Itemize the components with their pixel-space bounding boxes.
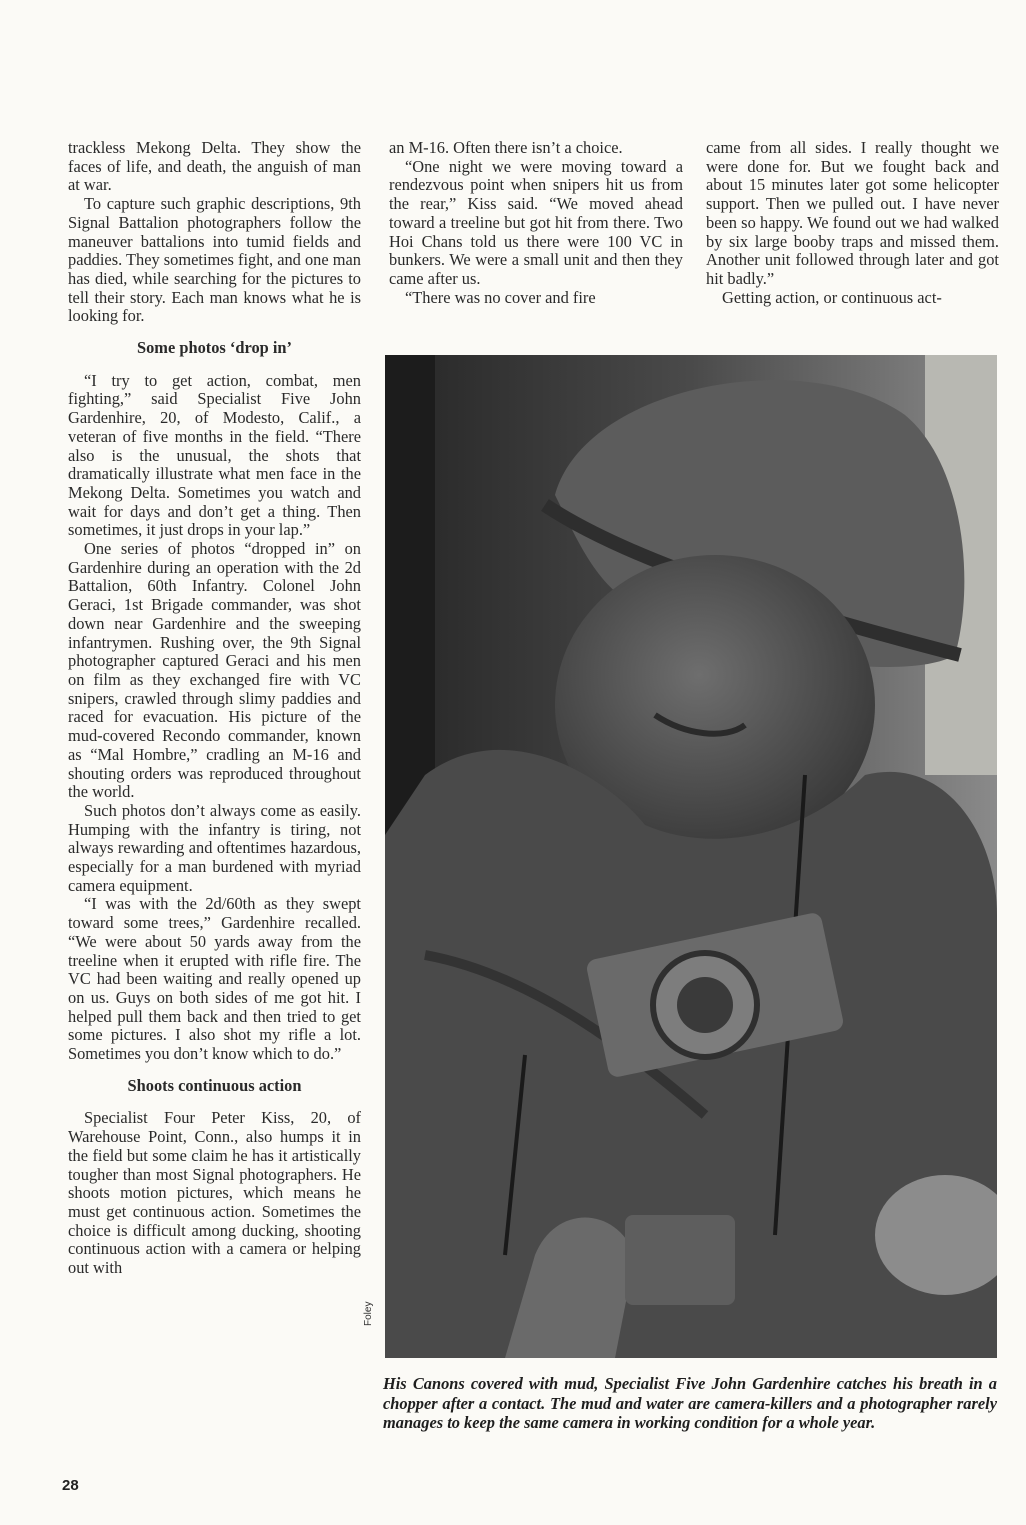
article-column-2 [389,139,683,307]
article-column-3 [706,139,999,307]
paragraph: trackless Mekong Delta. They show the faces of life, and death, the anguish of man at war. [68,138,361,195]
section-subheading: Some photos ‘drop in’ [137,338,292,358]
paragraph: Such photos don’t always come as easily. Humping with the infantry is tiring, not always rewarding and oftentimes hazardous, especially for a man burdened with myriad camera equipment. [68,800,361,895]
page-number: 28 [62,1477,79,1494]
paragraph: To capture such graphic descriptions, 9th Signal Battalion photographers follow the maneuver battalions into tumid fields and paddies. They sometimes fight, and one man has died, while searching for the pictures to tell their story. Each man knows what he is looking for. [68,194,361,326]
paragraph: an M-16. Often there isn’t a choice. [389,138,623,157]
section-subheading: Shoots continuous action [127,1075,302,1095]
paragraph: One series of photos “dropped in” on Gardenhire during an operation with the 2d Battalion, 60th Infantry. Colonel John Geraci, 1st Brigade commander, was shot down near Gardenhire and the sweeping infantrymen. Rushing over, the 9th Signal photographer captured Geraci and his men on film as they exchanged fire with VC snipers, crawled through slimy paddies and raced for evacuation. His picture of the mud-covered Recondo commander, known as “Mal Hombre,” cradling an M-16 and shouting orders was reproduced throughout the world. [68,539,361,802]
soldier-photograph [385,355,997,1358]
article-column-1 [68,139,361,1278]
paragraph: Getting action, or continuous act- [722,287,942,307]
paragraph: “I try to get action, combat, men fighting,” said Specialist Five John Gardenhire, 20, of Modesto, Calif., a veteran of five months in the field. “There also is the unusual, the shots that dramatically illustrate what men face in the Mekong Delta. Sometimes you watch and wait for days and don’t get a thing. Then sometimes, it just drops in your lap.” [68,370,361,540]
paragraph: “One night we were moving toward a rendezvous point when snipers hit us from the rear,” Kiss said. “We moved ahead toward a treeline but got hit from there. Two Hoi Chans told us there were 100 VC in bunkers. We were a small unit and then they came after us. [389,156,683,288]
paragraph: “There was no cover and fire [405,287,596,307]
photo-caption: His Canons covered with mud, Specialist Five John Gardenhire catches his breath in a chopper after a contact. The mud and water are camera-killers and a photographer rarely manages to keep the same camera in working condition for a whole year. [383,1374,997,1433]
paragraph: came from all sides. I really thought we were done for. But we fought back and about 15 minutes later got some helicopter support. Then we pulled out. I have never been so happy. We found out we had walked by six large booby traps and missed them. Another unit followed through later and got hit badly.” [706,138,999,288]
photo-credit: Foley [363,1301,374,1326]
paragraph: Specialist Four Peter Kiss, 20, of Warehouse Point, Conn., also humps it in the field but some claim he has it artistically tougher than most Signal photographers. He shoots motion pictures, which means he must get continuous action. Sometimes the choice is difficult among ducking, shooting continuous action with a camera or helping out with [68,1108,361,1278]
paragraph: “I was with the 2d/60th as they swept toward some trees,” Gardenhire recalled. “We were about 50 yards away from the treeline when it erupted with rifle fire. The VC had been waiting and really opened up on us. Guys on both sides of me got hit. I helped pull them back and then tried to get some pictures. I also shot my rifle a lot. Sometimes you don’t know which to do.” [68,894,361,1064]
